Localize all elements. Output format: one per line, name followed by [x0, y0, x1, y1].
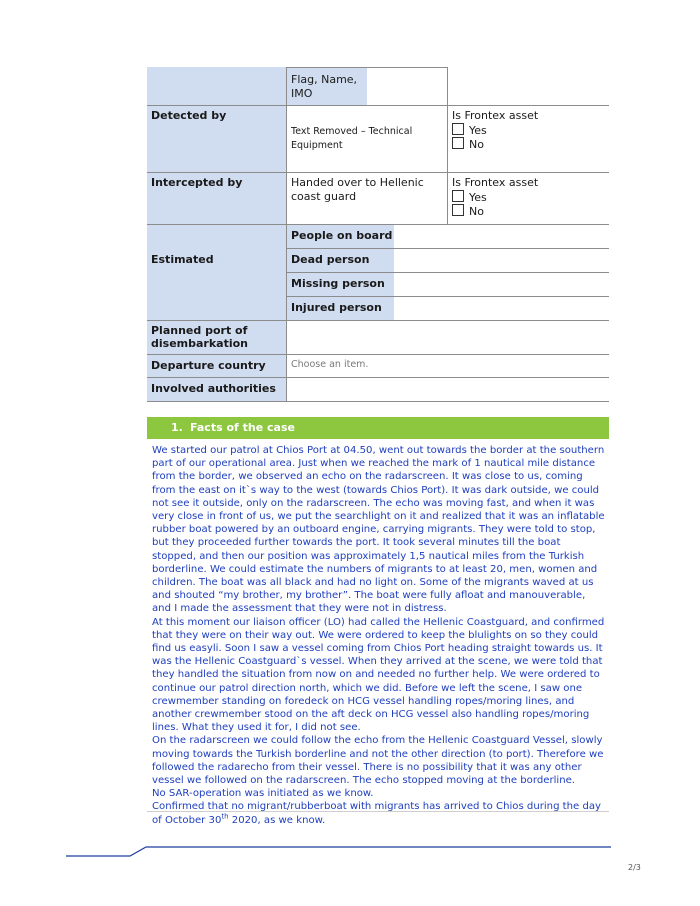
rule — [286, 272, 609, 273]
detected-frontex-label: Is Frontex asset — [452, 109, 539, 122]
intercepted-frontex-no[interactable] — [452, 204, 484, 219]
detected-frontex-no[interactable] — [452, 137, 484, 152]
flag-name-imo-label: Flag, Name, IMO — [291, 73, 358, 100]
facts-paragraph: No SAR-operation was initiated as we know. — [152, 788, 374, 800]
facts-paragraph: We started our patrol at Chios Port at 04.50, went out towards the border at the southern part of our operational area. Just when we reached the mark of 1 nautical mile distance from the border, we observed an echo on the radarscreen. It was close to us, coming from the east on it`s way to the west (towards Chios Port). It was dark outside, we could not see it outside, only on the radarscreen. The echo was moving fast, and when it was very close in front of us, we put the searchlight on it and realized that it was an inflatable rubber boat powered by an outboard engine, carrying migrants. They were told to stop, but they proceeded further towards the port. It took several minutes till the boat stopped, and then our position was approximately 1,5 nautical miles from the Turkish borderline. We could estimate the numbers of migrants to at least 20, men, women and children. The boat was all black and had no light on. Some of the migrants waved at us and shouted “my brother, my brother”. The boat were fully afloat and manouverable, and I made the assessment that they were not in distress. — [152, 445, 605, 615]
rule — [447, 67, 448, 224]
detected-by-value: Text Removed – Technical Equipment — [291, 126, 413, 151]
section-heading-bar — [147, 417, 609, 439]
departure-country-label: Departure country — [151, 359, 266, 372]
checkbox-icon[interactable] — [452, 204, 464, 216]
rule — [147, 224, 609, 225]
rule — [147, 354, 609, 355]
facts-paragraph — [152, 800, 607, 826]
dead-person-label: Dead person — [291, 253, 370, 266]
superscript: th — [221, 812, 229, 821]
departure-country-select[interactable]: Choose an item. — [291, 359, 369, 370]
no-label: No — [469, 138, 484, 151]
no-label: No — [469, 205, 484, 218]
yes-label: Yes — [469, 191, 487, 204]
estimated-label: Estimated — [151, 253, 214, 266]
involved-authorities-label: Involved authorities — [151, 382, 276, 395]
checkbox-icon[interactable] — [452, 137, 464, 149]
rule — [147, 377, 609, 378]
section-title: Facts of the case — [190, 421, 295, 434]
rule — [286, 296, 609, 297]
missing-person-label: Missing person — [291, 277, 385, 290]
detected-frontex-yes[interactable] — [452, 123, 487, 138]
yes-label: Yes — [469, 124, 487, 137]
rule — [286, 67, 448, 68]
rule — [147, 105, 609, 106]
checkbox-icon[interactable] — [452, 123, 464, 135]
intercepted-frontex-label: Is Frontex asset — [452, 176, 539, 189]
facts-text: 2020, as we know. — [228, 814, 326, 826]
facts-paragraph: At this moment our liaison officer (LO) had called the Hellenic Coastguard, and confirmed that they were on their way out. We were ordered to keep the blulights on so they could find us easyli. Soon I saw a vessel coming from Chios Port heading straight towards us. It was the Hellenic Coastguard`s vessel. When they arrived at the scene, we were told that they handled the situation from now on and needed no further help. We were ordered to continue our patrol direction north, which we did. Before we left the scene, I saw one crewmember standing on foredeck on HCG vessel handling ropes/moring lines, and another crewmember stood on the aft deck on HCG vessel also handling ropes/moring lines. What they used it for, I did not see. — [152, 616, 605, 734]
intercepted-by-label: Intercepted by — [151, 176, 243, 189]
footer-line — [0, 840, 700, 864]
facts-paragraph: On the radarscreen we could follow the echo from the Hellenic Coastguard Vessel, slowly moving towards the Turkish borderline and not the other direction (to port). Therefore we followed the radarecho from their vessel. There is no possibility that it was any other vessel we followed on the radarscreen. The echo stopped moving at the borderline. — [152, 735, 604, 787]
checkbox-icon[interactable] — [452, 190, 464, 202]
rule — [286, 67, 287, 401]
rule — [147, 172, 609, 173]
people-on-board-label: People on board — [291, 229, 393, 242]
facts-text: Confirmed that no migrant/rubberboat with migrants has arrived to Chios during the day of October 30 — [152, 801, 602, 826]
section-bottom-rule — [147, 811, 609, 812]
rule — [286, 248, 609, 249]
intercepted-frontex-yes[interactable] — [452, 190, 487, 205]
planned-port-label: Planned port of disembarkation — [151, 324, 248, 350]
injured-person-label: Injured person — [291, 301, 382, 314]
facts-body — [152, 444, 607, 827]
rule — [147, 320, 609, 321]
section-number: 1. — [171, 421, 183, 434]
rule — [147, 401, 609, 402]
detected-by-label: Detected by — [151, 109, 227, 122]
page-number: 2/3 — [628, 863, 641, 872]
intercepted-by-value: Handed over to Hellenic coast guard — [291, 176, 424, 203]
